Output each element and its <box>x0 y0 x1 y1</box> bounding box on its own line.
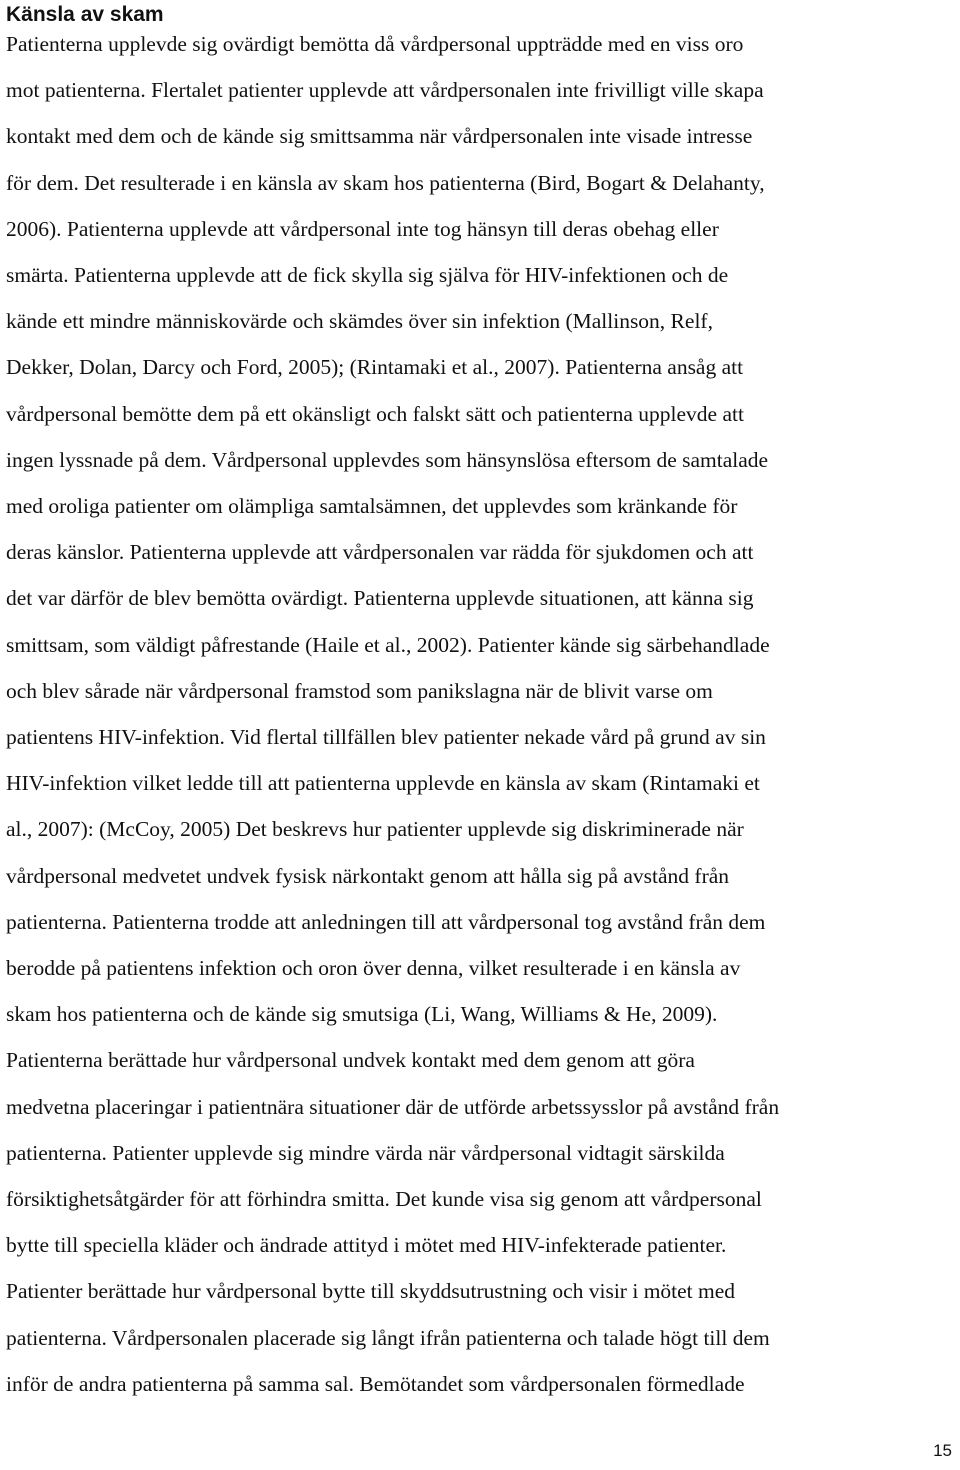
text-line: inför de andra patienterna på samma sal. Bemötandet som vårdpersonalen förmedlade <box>6 1371 745 1396</box>
body-paragraph <box>6 21 960 1407</box>
text-line: ingen lyssnade på dem. Vårdpersonal upplevdes som hänsynslösa eftersom de samtalade <box>6 447 769 472</box>
text-line: patientens HIV-infektion. Vid flertal tillfällen blev patienter nekade vård på grund av sin <box>6 725 766 750</box>
text-line: al., 2007): (McCoy, 2005) Det beskrevs hur patienter upplevde sig diskriminerade när <box>6 817 744 842</box>
text-line: Patienter berättade hur vårdpersonal bytte till skyddsutrustning och visir i mötet med <box>6 1279 736 1304</box>
text-line: med oroliga patienter om olämpliga samtalsämnen, det upplevdes som kränkande för <box>6 494 738 519</box>
text-line: det var därför de blev bemötta ovärdigt. Patienterna upplevde situationen, att känna sig <box>6 586 754 611</box>
text-line: HIV-infektion vilket ledde till att patienterna upplevde en känsla av skam (Rintamaki et <box>6 771 760 796</box>
text-line: försiktighetsåtgärder för att förhindra smitta. Det kunde visa sig genom att vårdpersonal <box>6 1187 762 1212</box>
text-line: och blev sårade när vårdpersonal framstod som panikslagna när de blivit varse om <box>6 678 713 703</box>
text-line: Dekker, Dolan, Darcy och Ford, 2005); (Rintamaki et al., 2007). Patienterna ansåg att <box>6 355 744 380</box>
text-line: patienterna. Patienter upplevde sig mindre värda när vårdpersonal vidtagit särskilda <box>6 1140 725 1165</box>
section-heading: Känsla av skam <box>6 3 164 26</box>
text-line: Patienterna upplevde sig ovärdigt bemötta då vårdpersonal uppträdde med en viss oro <box>6 32 744 56</box>
text-line: smärta. Patienterna upplevde att de fick skylla sig själva för HIV-infektionen och de <box>6 263 729 288</box>
text-line: 2006). Patienterna upplevde att vårdpersonal inte tog hänsyn till deras obehag eller <box>6 216 719 241</box>
text-line: vårdpersonal medvetet undvek fysisk närkontakt genom att hålla sig på avstånd från <box>6 863 730 888</box>
text-line: bytte till speciella kläder och ändrade attityd i mötet med HIV-infekterade patienter. <box>6 1233 727 1258</box>
text-line: deras känslor. Patienterna upplevde att vårdpersonalen var rädda för sjukdomen och att <box>6 540 754 565</box>
text-line: medvetna placeringar i patientnära situationer där de utförde arbetssysslor på avstånd från <box>6 1094 780 1119</box>
text-line: skam hos patienterna och de kände sig smutsiga (Li, Wang, Williams & He, 2009). <box>6 1002 718 1027</box>
page-number: 15 <box>933 1441 952 1460</box>
text-line: Patienterna berättade hur vårdpersonal undvek kontakt med dem genom att göra <box>6 1048 695 1073</box>
text-line: smittsam, som väldigt påfrestande (Haile et al., 2002). Patienter kände sig särbehandlade <box>6 632 770 657</box>
text-line: vårdpersonal bemötte dem på ett okänsligt och falskt sätt och patienterna upplevde att <box>6 401 744 426</box>
text-line: berodde på patientens infektion och oron över denna, vilket resulterade i en känsla av <box>6 956 741 981</box>
text-line: kände ett mindre människovärde och skämdes över sin infektion (Mallinson, Relf, <box>6 309 713 334</box>
text-line: för dem. Det resulterade i en känsla av skam hos patienterna (Bird, Bogart & Delahanty, <box>6 170 765 195</box>
text-line: kontakt med dem och de kände sig smittsamma när vårdpersonalen inte visade intresse <box>6 124 753 149</box>
text-line: mot patienterna. Flertalet patienter upplevde att vårdpersonalen inte frivilligt ville skapa <box>6 78 764 103</box>
text-line: patienterna. Vårdpersonalen placerade sig långt ifrån patienterna och talade högt till dem <box>6 1325 770 1350</box>
text-line: patienterna. Patienterna trodde att anledningen till att vårdpersonal tog avstånd från dem <box>6 909 766 934</box>
